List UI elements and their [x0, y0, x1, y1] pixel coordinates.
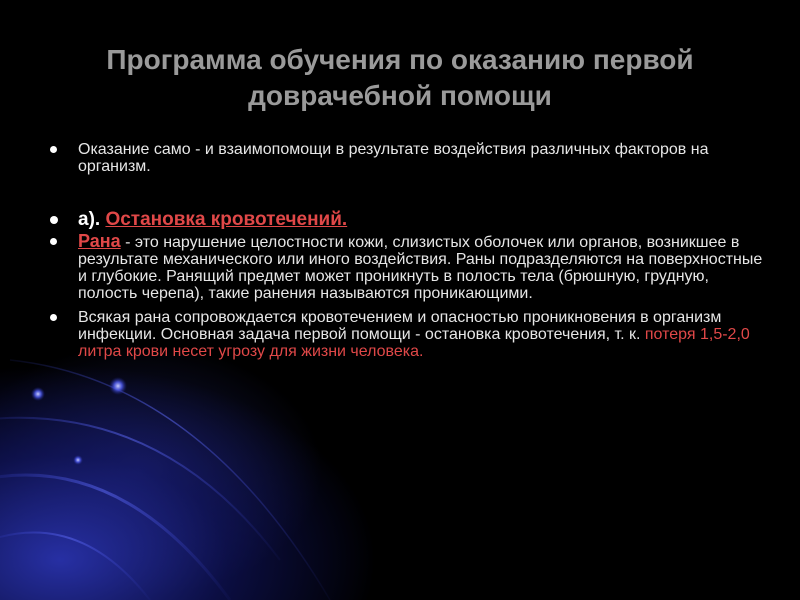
sparkle-icon — [31, 387, 45, 401]
bullet-text: - это нарушение целостности кожи, слизистых оболочек или органов, возникшее в результате механического или иного воздействия. Раны подразделяются на поверхностные и глубокие. Ранящий предмет может проникнуть в полость тела (брюшную, грудную, полость черепа), такие ранения называются проникающими. — [78, 234, 763, 302]
list-item — [48, 233, 768, 302]
bullet-dot-icon — [50, 216, 58, 224]
bullet-dot-icon — [50, 146, 57, 153]
bullet-text: Оказание само - и взаимопомощи в результате воздействия различных факторов на организм. — [78, 141, 709, 175]
slide-title — [40, 42, 760, 114]
list-item — [48, 309, 768, 360]
title-line-2: доврачебной помощи — [248, 80, 552, 111]
list-item — [48, 209, 768, 231]
list-item — [48, 141, 768, 175]
bullet-text: Всякая рана сопровождается кровотечением и опасностью проникновения в организм инфекции. Основная задача первой помощи - остановка кровотечения, т. к. — [78, 309, 722, 343]
highlight-text: потеря 1,5-2,0 литра крови несет угрозу для жизни человека. — [78, 326, 750, 360]
bleeding-stop-link[interactable]: Остановка кровотечений. — [105, 209, 348, 230]
wound-term-link[interactable]: Рана — [78, 231, 121, 251]
bullet-dot-icon — [50, 238, 57, 245]
bullet-list — [48, 141, 768, 360]
title-line-1: Программа обучения по оказанию первой — [106, 44, 694, 75]
bullet-dot-icon — [50, 314, 57, 321]
bullet-label: а). — [78, 209, 106, 230]
